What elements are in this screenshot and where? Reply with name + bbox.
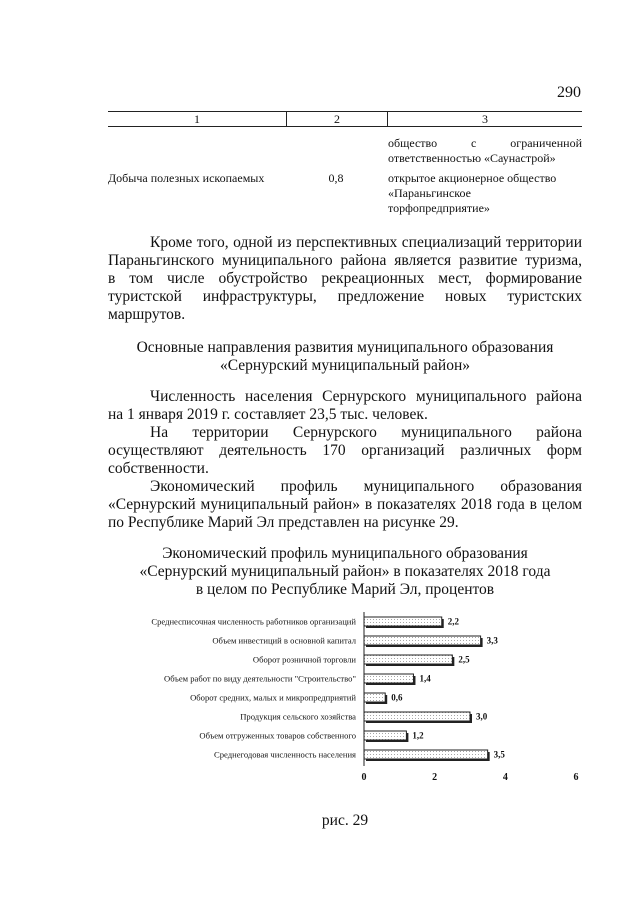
x-tick-label: 2 <box>432 772 438 783</box>
x-tick-label: 0 <box>361 772 367 783</box>
bar-value-label: 1,4 <box>419 673 431 684</box>
category-label: Объем инвестиций в основной капитал <box>212 635 356 646</box>
bar-value-label: 3,3 <box>486 635 498 646</box>
bar <box>364 693 385 702</box>
table-cell-org-line: «Параньгинское <box>388 186 471 200</box>
bar <box>364 655 452 664</box>
category-label: Среднегодовая численность населения <box>214 749 356 760</box>
bar-value-label: 3,0 <box>476 711 488 722</box>
text-line: маршрутов. <box>108 306 186 323</box>
text-line: по Республике Марий Эл представлен на рисунке 29. <box>108 514 459 531</box>
table-cell-org-line: торфопредприятие» <box>388 201 490 215</box>
table-cell-org-line: открытое акционерное общество <box>388 171 557 185</box>
figure-title <box>108 545 582 599</box>
category-label: Оборот розничной торговли <box>252 654 356 665</box>
bar-value-label: 1,2 <box>412 730 424 741</box>
category-label: Оборот средних, малых и микропредприятий <box>190 692 356 703</box>
paragraph-tourism <box>108 234 582 324</box>
table-header-col1: 1 <box>194 112 200 126</box>
category-label: Объем отгруженных товаров собственного <box>199 730 356 741</box>
text-line: собственности. <box>108 460 209 477</box>
text-line: Экономический профиль муниципального образования <box>150 478 582 495</box>
category-label: Объем работ по виду деятельности "Строительство" <box>164 673 356 684</box>
paragraph-population <box>108 388 582 424</box>
bar-value-label: 3,5 <box>493 749 505 760</box>
table-cell-org-line: ответственностью «Саунастрой» <box>388 151 556 165</box>
table-cell-value: 0,8 <box>328 171 344 185</box>
x-tick-label: 6 <box>573 772 579 783</box>
section-heading <box>108 339 582 375</box>
text-line: На территории Сернурского муниципального района <box>150 424 582 441</box>
bar-value-label: 2,2 <box>447 616 459 627</box>
section-heading-line: Основные направления развития муниципального образования <box>136 339 554 356</box>
bar-value-label: 2,5 <box>458 654 470 665</box>
text-line: Параньгинского муниципального района является развитие туризма, <box>108 252 582 269</box>
table-header-col2: 2 <box>334 112 340 126</box>
text-line: «Сернурский муниципальный район» в показателях 2018 года в целом <box>108 496 582 513</box>
bar <box>364 636 481 645</box>
table-header-col3: 3 <box>482 112 488 126</box>
bar <box>364 617 442 626</box>
table-header <box>108 111 582 127</box>
bar <box>364 731 406 740</box>
text-line: осуществляют деятельность 170 организаций различных форм <box>108 442 582 459</box>
paragraph-profile <box>108 478 582 532</box>
x-tick-label: 4 <box>502 772 508 783</box>
text-line: туристской инфраструктуры, предложение новых туристских <box>108 288 582 305</box>
figure-title-line: Экономический профиль муниципального образования <box>162 545 528 562</box>
bar <box>364 750 488 759</box>
bar <box>364 712 470 721</box>
text-line: Кроме того, одной из перспективных специализаций территории <box>150 234 582 251</box>
text-line: на 1 января 2019 г. составляет 23,5 тыс. человек. <box>108 406 428 423</box>
paragraph-organizations <box>108 424 582 478</box>
figure-caption: рис. 29 <box>321 812 369 829</box>
bar-chart <box>108 606 588 796</box>
table-cell-org-line: общество с ограниченной <box>388 136 582 150</box>
category-label: Продукция сельского хозяйства <box>240 711 356 722</box>
bar-value-label: 0,6 <box>391 692 403 703</box>
table-cell-activity: Добыча полезных ископаемых <box>108 171 265 185</box>
section-heading-line: «Сернурский муниципальный район» <box>219 357 471 374</box>
figure-title-line: «Сернурский муниципальный район» в показателях 2018 года <box>139 563 551 580</box>
category-label: Среднесписочная численность работников организаций <box>151 616 356 627</box>
figure-title-line: в целом по Республике Марий Эл, процентов <box>195 581 495 598</box>
bar <box>364 674 413 683</box>
page-number: 290 <box>557 84 581 101</box>
text-line: Численность населения Сернурского муниципального района <box>150 388 582 405</box>
text-line: в том числе обустройство рекреационных мест, формирование <box>108 270 582 287</box>
